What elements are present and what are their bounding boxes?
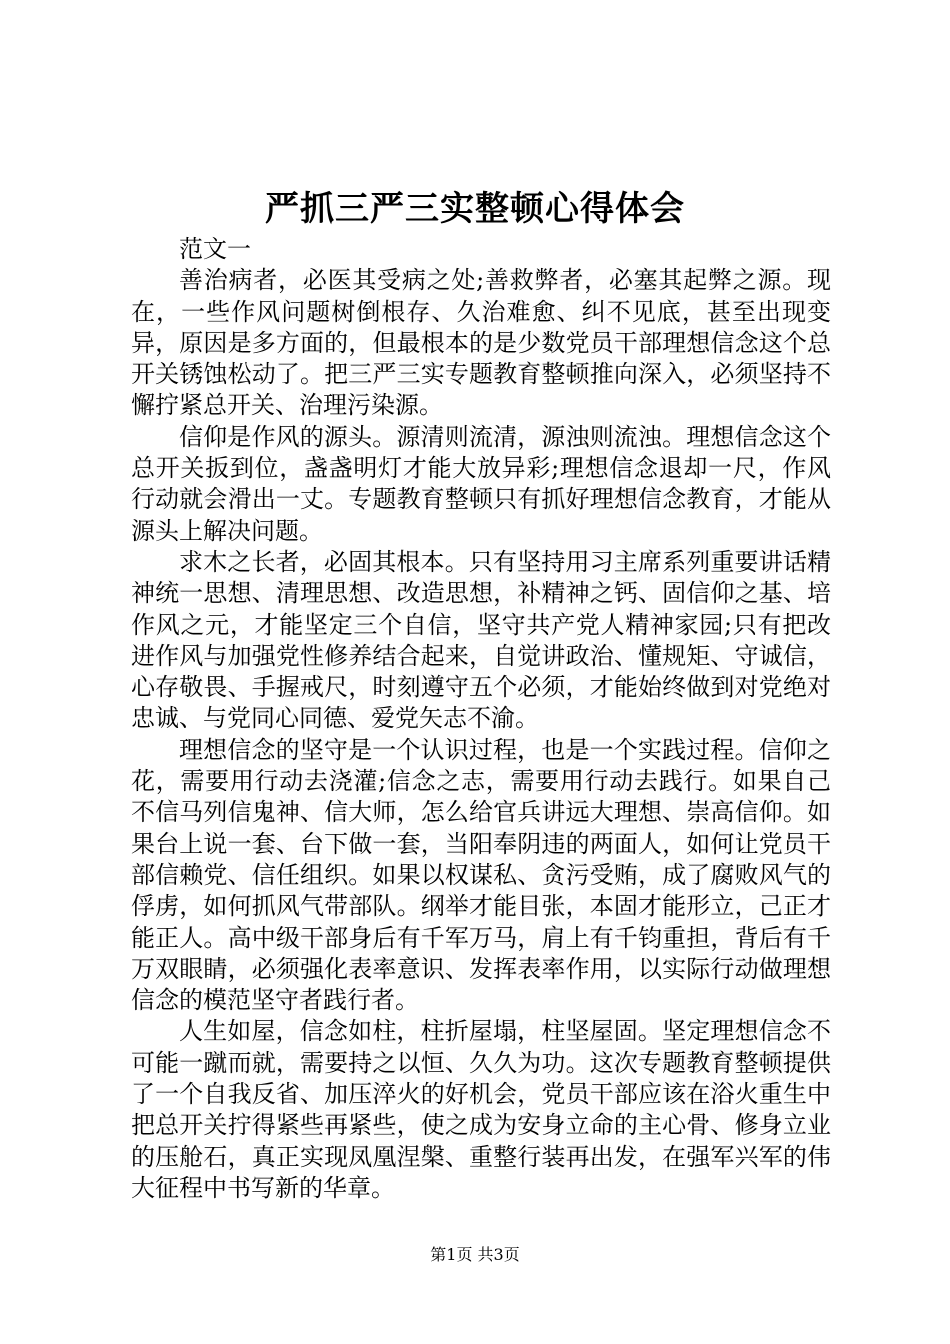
section-label: 范文一 [179, 235, 251, 263]
paragraph-3: 求木之长者，必固其根本。只有坚持用习主席系列重要讲话精神统一思想、清理思想、改造思想，补精神之钙、固信仰之基、培作风之元，才能坚定三个自信，坚守共产党人精神家园;只有把改进作风与加强党性修养结合起来，自觉讲政治、懂规矩、守诚信，心存敬畏、手握戒尺，时刻遵守五个必须，才能始终做到对党绝对忠诚、与党同心同德、爱党矢志不渝。 [131, 547, 831, 733]
paragraph-4: 理想信念的坚守是一个认识过程，也是一个实践过程。信仰之花，需要用行动去浇灌;信念之志，需要用行动去践行。如果自己不信马列信鬼神、信大师，怎么给官兵讲远大理想、崇高信仰。如果台上说一套、台下做一套，当阳奉阴违的两面人，如何让党员干部信赖党、信任组织。如果以权谋私、贪污受贿，成了腐败风气的俘虏，如何抓风气带部队。纲举才能目张，本固才能形立，己正才能正人。高中级干部身后有千军万马，肩上有千钧重担，背后有千万双眼睛，必须强化表率意识、发挥表率作用，以实际行动做理想信念的模范坚守者践行者。 [131, 735, 831, 1015]
paragraph-2: 信仰是作风的源头。源清则流清，源浊则流浊。理想信念这个总开关扳到位，盏盏明灯才能大放异彩;理想信念退却一尺，作风行动就会滑出一丈。专题教育整顿只有抓好理想信念教育，才能从源头上解决问题。 [131, 422, 831, 545]
page-footer: 第1页 共3页 [430, 1245, 520, 1264]
paragraph-5: 人生如屋，信念如柱，柱折屋塌，柱坚屋固。坚定理想信念不可能一蹴而就，需要持之以恒、久久为功。这次专题教育整顿提供了一个自我反省、加压淬火的好机会，党员干部应该在浴火重生中把总开关拧得紧些再紧些，使之成为安身立命的主心骨、修身立业的压舱石，真正实现凤凰涅槃、重整行装再出发，在强军兴军的伟大征程中书写新的华章。 [131, 1017, 831, 1202]
document-body [131, 234, 831, 1204]
paragraph-1: 善治病者，必医其受病之处;善救弊者，必塞其起弊之源。现在，一些作风问题树倒根存、久治难愈、纠不见底，甚至出现变异，原因是多方面的，但最根本的是少数党员干部理想信念这个总开关锈蚀松动了。把三严三实专题教育整顿推向深入，必须坚持不懈拧紧总开关、治理污染源。 [131, 266, 831, 420]
document-title: 严抓三严三实整顿心得体会 [265, 189, 685, 229]
